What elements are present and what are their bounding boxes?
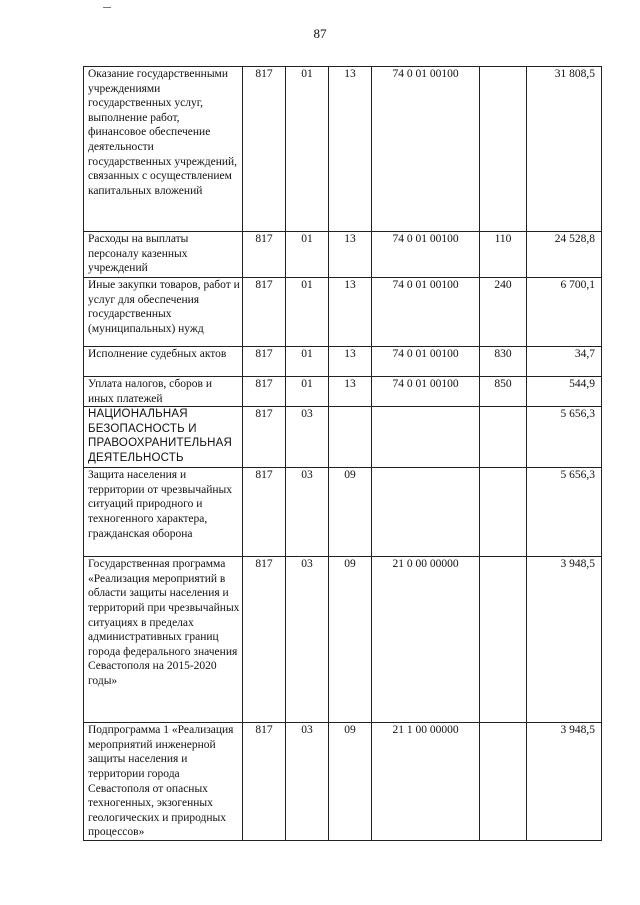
- row-name: Иные закупки товаров, работ и услуг для обеспечения государственных (муниципальных) нужд: [84, 278, 243, 347]
- row-rz: 03: [286, 557, 329, 723]
- row-ved: 817: [243, 377, 286, 407]
- row-rz: 03: [286, 407, 329, 468]
- row-name: НАЦИОНАЛЬНАЯ БЕЗОПАСНОСТЬ И ПРАВООХРАНИТЕЛЬНАЯ ДЕЯТЕЛЬНОСТЬ: [84, 407, 243, 468]
- row-sum: 544,9: [527, 377, 602, 407]
- row-vr: [480, 468, 527, 557]
- row-pr: 09: [329, 468, 372, 557]
- table-row: [84, 67, 602, 232]
- row-vr: 110: [480, 232, 527, 278]
- row-sum: 24 528,8: [527, 232, 602, 278]
- table-row: [84, 278, 602, 347]
- row-sum: 5 656,3: [527, 468, 602, 557]
- row-pr: 09: [329, 723, 372, 841]
- table-row: [84, 377, 602, 407]
- row-rz: 01: [286, 347, 329, 377]
- row-pr: 13: [329, 232, 372, 278]
- scan-mark: [103, 7, 111, 8]
- row-rz: 03: [286, 468, 329, 557]
- row-rz: 01: [286, 278, 329, 347]
- row-sum: 31 808,5: [527, 67, 602, 232]
- row-csr: [372, 407, 480, 468]
- row-pr: 09: [329, 557, 372, 723]
- table-row: [84, 468, 602, 557]
- row-csr: 74 0 01 00100: [372, 278, 480, 347]
- row-ved: 817: [243, 557, 286, 723]
- row-csr: 21 1 00 00000: [372, 723, 480, 841]
- row-csr: 74 0 01 00100: [372, 347, 480, 377]
- budget-table-body: [84, 67, 602, 841]
- budget-table: [83, 66, 602, 841]
- row-name: Оказание государственными учреждениями государственных услуг, выполнение работ, финансовое обеспечение деятельности государственных учреждений, связанных с осуществлением капитальных вложений: [84, 67, 243, 232]
- row-ved: 817: [243, 468, 286, 557]
- row-ved: 817: [243, 232, 286, 278]
- row-csr: 74 0 01 00100: [372, 67, 480, 232]
- table-row: [84, 347, 602, 377]
- row-pr: 13: [329, 278, 372, 347]
- row-vr: 240: [480, 278, 527, 347]
- row-vr: 850: [480, 377, 527, 407]
- row-vr: [480, 67, 527, 232]
- row-csr: 74 0 01 00100: [372, 232, 480, 278]
- row-rz: 01: [286, 67, 329, 232]
- row-pr: 13: [329, 67, 372, 232]
- page-number: 87: [313, 26, 327, 41]
- row-rz: 03: [286, 723, 329, 841]
- table-row: [84, 407, 602, 468]
- row-pr: 13: [329, 347, 372, 377]
- row-sum: 5 656,3: [527, 407, 602, 468]
- row-sum: 34,7: [527, 347, 602, 377]
- row-csr: [372, 468, 480, 557]
- table-row: [84, 557, 602, 723]
- row-vr: [480, 723, 527, 841]
- row-rz: 01: [286, 377, 329, 407]
- row-ved: 817: [243, 723, 286, 841]
- row-pr: [329, 407, 372, 468]
- row-vr: 830: [480, 347, 527, 377]
- row-name: Расходы на выплаты персоналу казенных учреждений: [84, 232, 243, 278]
- row-ved: 817: [243, 407, 286, 468]
- row-name: Исполнение судебных актов: [84, 347, 243, 377]
- table-row: [84, 232, 602, 278]
- row-name: Государственная программа «Реализация мероприятий в области защиты населения и территорий при чрезвычайных ситуациях в пределах административных границ города федерального значения Севастополя на 2015-2020 годы»: [84, 557, 243, 723]
- table-row: [84, 723, 602, 841]
- row-csr: 21 0 00 00000: [372, 557, 480, 723]
- row-ved: 817: [243, 278, 286, 347]
- row-name: Уплата налогов, сборов и иных платежей: [84, 377, 243, 407]
- row-pr: 13: [329, 377, 372, 407]
- row-sum: 6 700,1: [527, 278, 602, 347]
- row-name: Защита населения и территории от чрезвычайных ситуаций природного и техногенного характера, гражданская оборона: [84, 468, 243, 557]
- row-ved: 817: [243, 347, 286, 377]
- row-sum: 3 948,5: [527, 723, 602, 841]
- row-sum: 3 948,5: [527, 557, 602, 723]
- row-vr: [480, 557, 527, 723]
- row-name: Подпрограмма 1 «Реализация мероприятий инженерной защиты населения и территории города Севастополя от опасных техногенных, экзогенных геологических и природных процессов»: [84, 723, 243, 841]
- row-ved: 817: [243, 67, 286, 232]
- row-csr: 74 0 01 00100: [372, 377, 480, 407]
- row-rz: 01: [286, 232, 329, 278]
- row-vr: [480, 407, 527, 468]
